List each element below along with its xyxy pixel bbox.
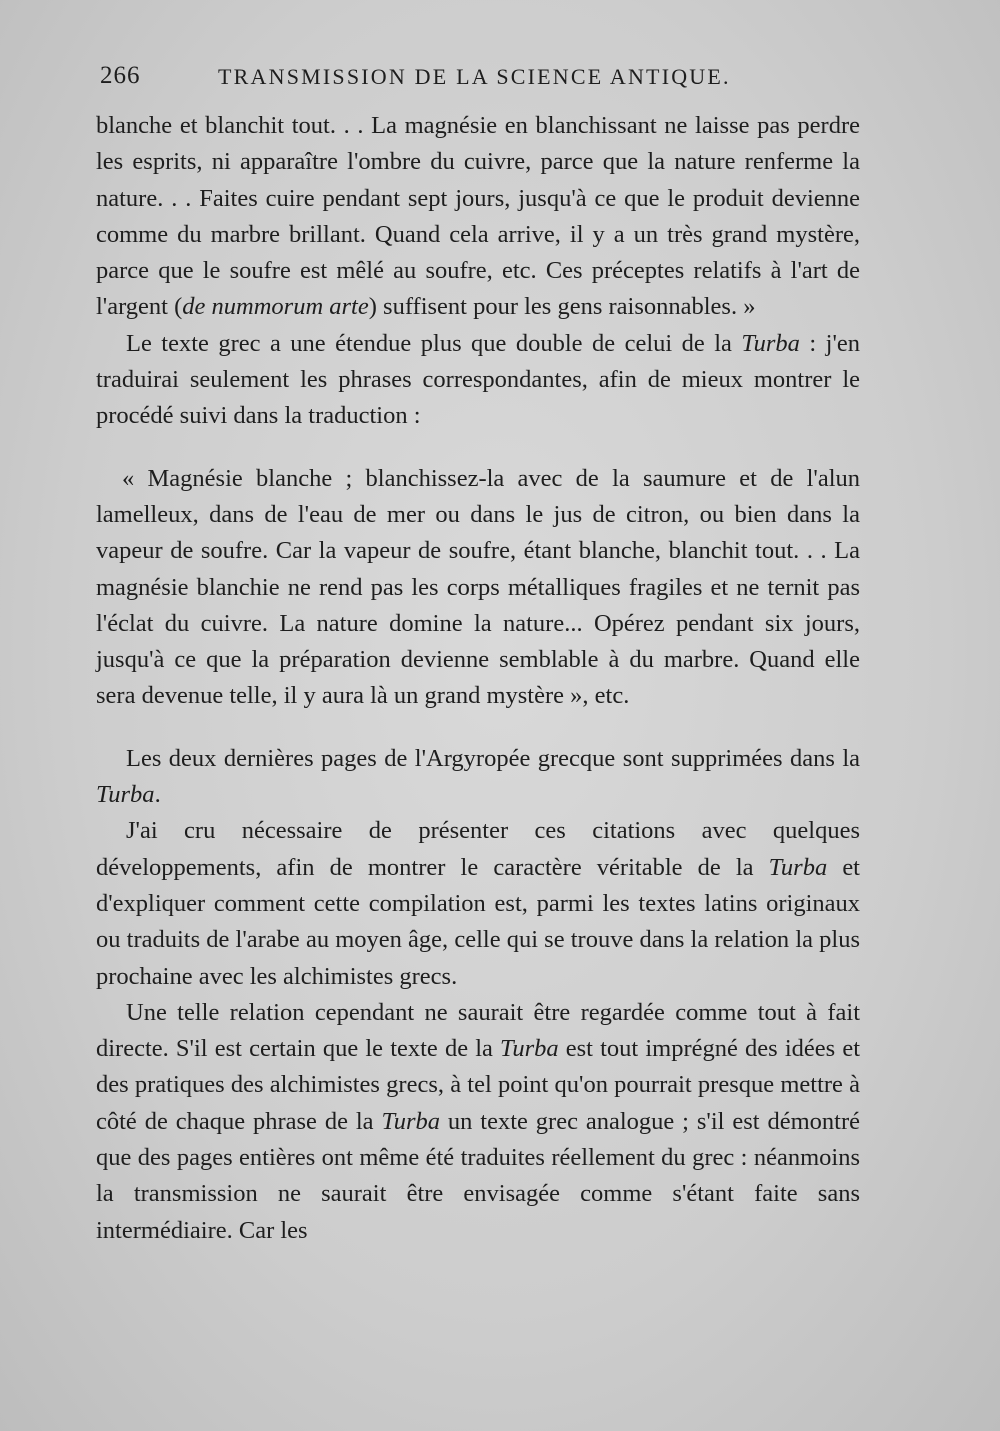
paragraph-argyropee: Les deux dernières pages de l'Argyropée grecque sont supprimées dans la Turba. [96, 744, 860, 809]
page-number: 266 [100, 62, 141, 89]
title-turba: Turba [381, 1107, 440, 1135]
paragraph-continued-quote: blanche et blanchit tout. . . La magnésie en blanchissant ne laisse pas perdre les esprits, ni apparaître l'ombre du cuivre, parce que la nature renferme la nature. . . Faites cuire pendant sept jours, jusqu'à ce que le produit devienne comme du marbre brillant. Quand cela arrive, il y a un très grand mystère, parce que le soufre est mêlé au soufre, etc. Ces préceptes relatifs à l'art de l'argent (de nummorum arte) suffisent pour les gens raisonnables. » [96, 112, 860, 321]
title-turba: Turba [96, 781, 155, 809]
latin-phrase: de nummorum arte [182, 293, 369, 321]
page-body [96, 108, 860, 1249]
title-turba: Turba [500, 1035, 559, 1063]
title-turba: Turba [741, 329, 800, 357]
paragraph-greek-text: Le texte grec a une étendue plus que double de celui de la Turba : j'en traduirai seulement les phrases correspondantes, afin de mieux montrer le procédé suivi dans la traduction : [96, 329, 860, 430]
paragraph-citations: J'ai cru nécessaire de présenter ces citations avec quelques développements, afin de montrer le caractère véritable de la Turba et d'expliquer comment cette compilation est, parmi les textes latins originaux ou traduits de l'arabe au moyen âge, celle qui se trouve dans la relation la plus prochaine avec les alchimistes grecs. [96, 817, 860, 990]
paragraph-relation: Une telle relation cependant ne saurait être regardée comme tout à fait directe. S'il est certain que le texte de la Turba est tout imprégné des idées et des pratiques des alchimistes grecs, à tel point qu'on pourrait presque mettre à côté de chaque phrase de la Turba un texte grec analogue ; s'il est démontré que des pages entières ont même été traduites réellement du grec : néanmoins la transmission ne saurait être envisagée comme s'étant faite sans intermédiaire. Car les [96, 998, 860, 1244]
paragraph-translated-quote: « Magnésie blanche ; blanchissez-la avec de la saumure et de l'alun lamelleux, dans de l'eau de mer ou dans le jus de citron, ou bien dans la vapeur de soufre. Car la vapeur de soufre, étant blanche, blanchit tout. . . La magnésie blanchie ne rend pas les corps métalliques fragiles et ne ternit pas l'éclat du cuivre. La nature domine la nature... Opérez pendant six jours, jusqu'à ce que la préparation devienne semblable à du marbre. Quand elle sera devenue telle, il y aura là un grand mystère », etc. [96, 464, 860, 710]
running-title: TRANSMISSION DE LA SCIENCE ANTIQUE. [218, 64, 731, 89]
title-turba: Turba [768, 853, 828, 881]
page-header [100, 62, 860, 102]
